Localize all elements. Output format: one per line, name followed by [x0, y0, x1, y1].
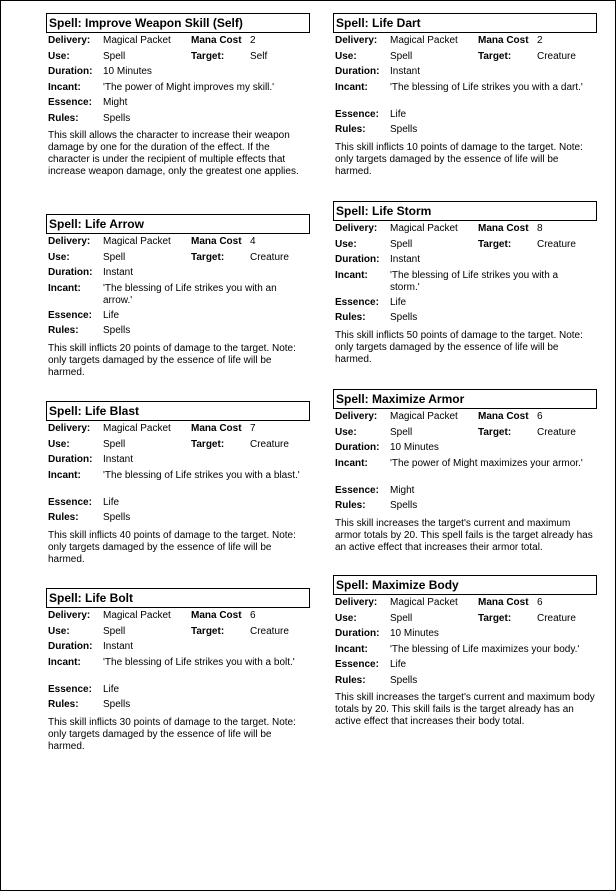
- duration-row: [333, 64, 597, 80]
- use-row: [333, 611, 597, 627]
- use-label: Use:: [48, 438, 70, 450]
- incant-row: [46, 655, 310, 682]
- duration-value: Instant: [103, 641, 134, 652]
- mana-cost-value: 2: [537, 35, 543, 46]
- rules-label: Rules:: [48, 325, 79, 336]
- target-label: Target:: [191, 438, 225, 450]
- use-label: Use:: [335, 426, 357, 438]
- use-label: Use:: [48, 50, 70, 62]
- spell-title: Spell: Life Dart: [333, 13, 597, 33]
- delivery-value: Magical Packet: [103, 236, 171, 247]
- duration-label: Duration:: [335, 442, 380, 453]
- spell-description: This skill inflicts 10 points of damage to the target. Note: only targets damaged by the essence of life will be harmed.: [335, 141, 583, 177]
- essence-row: [333, 483, 597, 499]
- use-row: [333, 425, 597, 441]
- essence-label: Essence:: [335, 296, 379, 308]
- delivery-row: [333, 33, 597, 49]
- incant-row: [333, 80, 597, 107]
- essence-value: Life: [103, 496, 120, 508]
- essence-value: Life: [390, 108, 407, 120]
- incant-value: 'The blessing of Life maximizes your body.': [390, 643, 580, 655]
- spell-card-maximize-body: [333, 575, 597, 728]
- duration-value: Instant: [390, 66, 421, 77]
- target-value: Creature: [537, 612, 576, 624]
- use-value: Spell: [390, 426, 413, 438]
- use-label: Use:: [335, 612, 357, 624]
- duration-label: Duration:: [335, 66, 380, 77]
- duration-row: [333, 626, 597, 642]
- incant-value: 'The blessing of Life strikes you with a dart.': [390, 81, 583, 93]
- spell-description: This skill increases the target's current and maximum armor totals by 20. This spell fails is the target already has an active effect that increases their armor total.: [335, 517, 593, 553]
- essence-value: Life: [390, 296, 407, 308]
- duration-label: Duration:: [48, 641, 93, 652]
- spell-description: This skill inflicts 30 points of damage to the target. Note: only targets damaged by the essence of life will be harmed.: [48, 716, 296, 752]
- rules-value: Spells: [103, 325, 131, 336]
- essence-value: Life: [103, 683, 120, 695]
- incant-label: Incant:: [48, 469, 81, 481]
- spell-card-life-bolt: [46, 588, 310, 753]
- target-label: Target:: [191, 625, 225, 637]
- delivery-row: [46, 421, 310, 437]
- target-label: Target:: [478, 238, 512, 250]
- duration-value: Instant: [103, 454, 134, 465]
- essence-label: Essence:: [335, 108, 379, 120]
- rules-value: Spells: [103, 699, 131, 710]
- use-row: [46, 624, 310, 640]
- use-row: [46, 250, 310, 266]
- spell-title: Spell: Life Bolt: [46, 588, 310, 608]
- delivery-value: Magical Packet: [390, 35, 458, 46]
- delivery-value: Magical Packet: [390, 223, 458, 234]
- delivery-value: Magical Packet: [390, 411, 458, 422]
- rules-row: [333, 310, 597, 326]
- spell-title: Spell: Maximize Body: [333, 575, 597, 595]
- delivery-label: Delivery:: [48, 35, 91, 46]
- mana-cost-value: 6: [537, 411, 543, 422]
- incant-row: [333, 456, 597, 483]
- duration-value: Instant: [103, 267, 134, 278]
- mana-cost-label: Mana Cost: [478, 223, 529, 234]
- incant-value: 'The power of Might maximizes your armor.': [390, 457, 583, 469]
- delivery-label: Delivery:: [48, 236, 91, 247]
- delivery-value: Magical Packet: [103, 610, 171, 621]
- essence-label: Essence:: [48, 496, 92, 508]
- essence-row: [333, 657, 597, 673]
- rules-label: Rules:: [335, 674, 366, 686]
- incant-row: [333, 642, 597, 658]
- essence-value: Life: [390, 659, 407, 670]
- mana-cost-label: Mana Cost: [191, 610, 242, 621]
- essence-row: [46, 308, 310, 324]
- use-value: Spell: [103, 50, 126, 62]
- incant-label: Incant:: [335, 643, 368, 655]
- rules-value: Spells: [390, 312, 418, 323]
- use-label: Use:: [48, 625, 70, 637]
- delivery-value: Magical Packet: [103, 423, 171, 434]
- delivery-label: Delivery:: [335, 411, 378, 422]
- spell-card-maximize-armor: [333, 389, 597, 554]
- spell-card-improve-weapon-skill: [46, 13, 310, 178]
- spell-title: Spell: Improve Weapon Skill (Self): [46, 13, 310, 33]
- spell-card-life-storm: [333, 201, 597, 366]
- duration-row: [333, 252, 597, 268]
- spell-title: Spell: Life Arrow: [46, 214, 310, 234]
- incant-value: 'The blessing of Life strikes you with a bolt.': [103, 656, 295, 668]
- rules-row: [333, 122, 597, 138]
- rules-value: Spells: [390, 500, 418, 511]
- target-value: Self: [250, 50, 268, 62]
- target-value: Creature: [250, 625, 289, 637]
- spell-title: Spell: Life Storm: [333, 201, 597, 221]
- mana-cost-value: 6: [250, 610, 256, 621]
- incant-value: 'The blessing of Life strikes you with a blast.': [103, 469, 300, 481]
- delivery-label: Delivery:: [335, 597, 378, 608]
- spell-description: This skill inflicts 20 points of damage to the target. Note: only targets damaged by the essence of life will be harmed.: [48, 342, 296, 378]
- essence-row: [333, 107, 597, 123]
- rules-label: Rules:: [48, 699, 79, 710]
- use-value: Spell: [103, 438, 126, 450]
- essence-label: Essence:: [335, 659, 379, 670]
- essence-row: [46, 95, 310, 111]
- spell-description: This skill allows the character to increase their weapon damage by one for the duration of the effect. If the character is under the recipient of multiple effects that increase weapon damage, only the greatest one applies.: [48, 130, 299, 177]
- delivery-label: Delivery:: [335, 223, 378, 234]
- rules-label: Rules:: [48, 112, 79, 124]
- target-value: Creature: [537, 50, 576, 62]
- target-value: Creature: [537, 238, 576, 250]
- target-label: Target:: [478, 426, 512, 438]
- delivery-label: Delivery:: [48, 610, 91, 621]
- mana-cost-value: 4: [250, 236, 256, 247]
- target-value: Creature: [537, 426, 576, 438]
- mana-cost-value: 8: [537, 223, 543, 234]
- duration-row: [46, 639, 310, 655]
- duration-label: Duration:: [48, 267, 93, 278]
- mana-cost-value: 2: [250, 35, 256, 46]
- incant-label: Incant:: [48, 656, 81, 668]
- incant-label: Incant:: [335, 457, 368, 469]
- mana-cost-label: Mana Cost: [478, 411, 529, 422]
- rules-row: [46, 111, 310, 127]
- rules-row: [46, 510, 310, 526]
- incant-value: 'The blessing of Life strikes you with a storm.': [390, 269, 559, 293]
- duration-row: [333, 440, 597, 456]
- incant-row: [46, 80, 310, 96]
- rules-row: [46, 323, 310, 339]
- use-label: Use:: [335, 238, 357, 250]
- spell-description: This skill inflicts 50 points of damage to the target. Note: only targets damaged by the essence of life will be harmed.: [335, 329, 583, 365]
- target-value: Creature: [250, 438, 289, 450]
- mana-cost-label: Mana Cost: [478, 35, 529, 46]
- use-label: Use:: [48, 251, 70, 263]
- target-label: Target:: [191, 50, 225, 62]
- duration-value: 10 Minutes: [390, 628, 439, 639]
- essence-label: Essence:: [48, 97, 92, 108]
- rules-label: Rules:: [335, 124, 366, 135]
- rules-row: [46, 697, 310, 713]
- delivery-row: [46, 33, 310, 49]
- mana-cost-value: 7: [250, 423, 256, 434]
- use-row: [46, 49, 310, 65]
- delivery-row: [46, 608, 310, 624]
- delivery-value: Magical Packet: [390, 597, 458, 608]
- essence-row: [46, 682, 310, 698]
- mana-cost-value: 6: [537, 597, 543, 608]
- rules-value: Spells: [103, 512, 131, 523]
- rules-label: Rules:: [335, 312, 366, 323]
- spell-description: This skill inflicts 40 points of damage to the target. Note: only targets damaged by the essence of life will be harmed.: [48, 529, 296, 565]
- essence-label: Essence:: [335, 484, 379, 496]
- incant-label: Incant:: [335, 269, 368, 281]
- spell-description: This skill increases the target's current and maximum body totals by 20. This skill fails is the target already has an active effect that increases their body total.: [335, 692, 595, 727]
- duration-label: Duration:: [48, 66, 93, 77]
- incant-value: 'The blessing of Life strikes you with an arrow.': [103, 282, 277, 306]
- incant-label: Incant:: [335, 81, 368, 93]
- duration-row: [46, 64, 310, 80]
- use-row: [333, 237, 597, 253]
- duration-value: Instant: [390, 254, 421, 265]
- incant-row: [46, 468, 310, 495]
- duration-row: [46, 452, 310, 468]
- spell-card-life-dart: [333, 13, 597, 178]
- target-value: Creature: [250, 251, 289, 263]
- use-value: Spell: [390, 50, 413, 62]
- incant-value: 'The power of Might improves my skill.': [103, 81, 275, 93]
- rules-label: Rules:: [48, 512, 79, 523]
- essence-row: [333, 295, 597, 311]
- target-label: Target:: [478, 50, 512, 62]
- mana-cost-label: Mana Cost: [191, 423, 242, 434]
- incant-label: Incant:: [48, 282, 81, 294]
- delivery-row: [333, 595, 597, 611]
- spell-card-life-blast: [46, 401, 310, 566]
- duration-label: Duration:: [335, 628, 380, 639]
- incant-row: [333, 268, 597, 295]
- essence-row: [46, 495, 310, 511]
- use-label: Use:: [335, 50, 357, 62]
- incant-row: [46, 281, 310, 308]
- rules-row: [333, 673, 597, 689]
- essence-value: Might: [390, 484, 415, 496]
- duration-value: 10 Minutes: [103, 66, 152, 77]
- use-row: [46, 437, 310, 453]
- duration-label: Duration:: [335, 254, 380, 265]
- target-label: Target:: [191, 251, 225, 263]
- use-value: Spell: [103, 251, 126, 263]
- delivery-label: Delivery:: [48, 423, 91, 434]
- duration-row: [46, 265, 310, 281]
- delivery-row: [46, 234, 310, 250]
- rules-label: Rules:: [335, 500, 366, 511]
- spell-card-life-arrow: [46, 214, 310, 379]
- mana-cost-label: Mana Cost: [191, 35, 242, 46]
- use-value: Spell: [390, 612, 413, 624]
- essence-label: Essence:: [48, 683, 92, 695]
- rules-row: [333, 498, 597, 514]
- spell-title: Spell: Life Blast: [46, 401, 310, 421]
- delivery-row: [333, 221, 597, 237]
- use-value: Spell: [390, 238, 413, 250]
- use-row: [333, 49, 597, 65]
- duration-label: Duration:: [48, 454, 93, 465]
- delivery-label: Delivery:: [335, 35, 378, 46]
- delivery-row: [333, 409, 597, 425]
- use-value: Spell: [103, 625, 126, 637]
- essence-value: Might: [103, 97, 128, 108]
- delivery-value: Magical Packet: [103, 35, 171, 46]
- target-label: Target:: [478, 612, 512, 624]
- rules-value: Spells: [103, 112, 131, 124]
- mana-cost-label: Mana Cost: [478, 597, 529, 608]
- spell-title: Spell: Maximize Armor: [333, 389, 597, 409]
- incant-label: Incant:: [48, 81, 81, 93]
- duration-value: 10 Minutes: [390, 442, 439, 453]
- rules-value: Spells: [390, 124, 418, 135]
- essence-label: Essence:: [48, 309, 92, 321]
- rules-value: Spells: [390, 674, 418, 686]
- essence-value: Life: [103, 309, 120, 321]
- mana-cost-label: Mana Cost: [191, 236, 242, 247]
